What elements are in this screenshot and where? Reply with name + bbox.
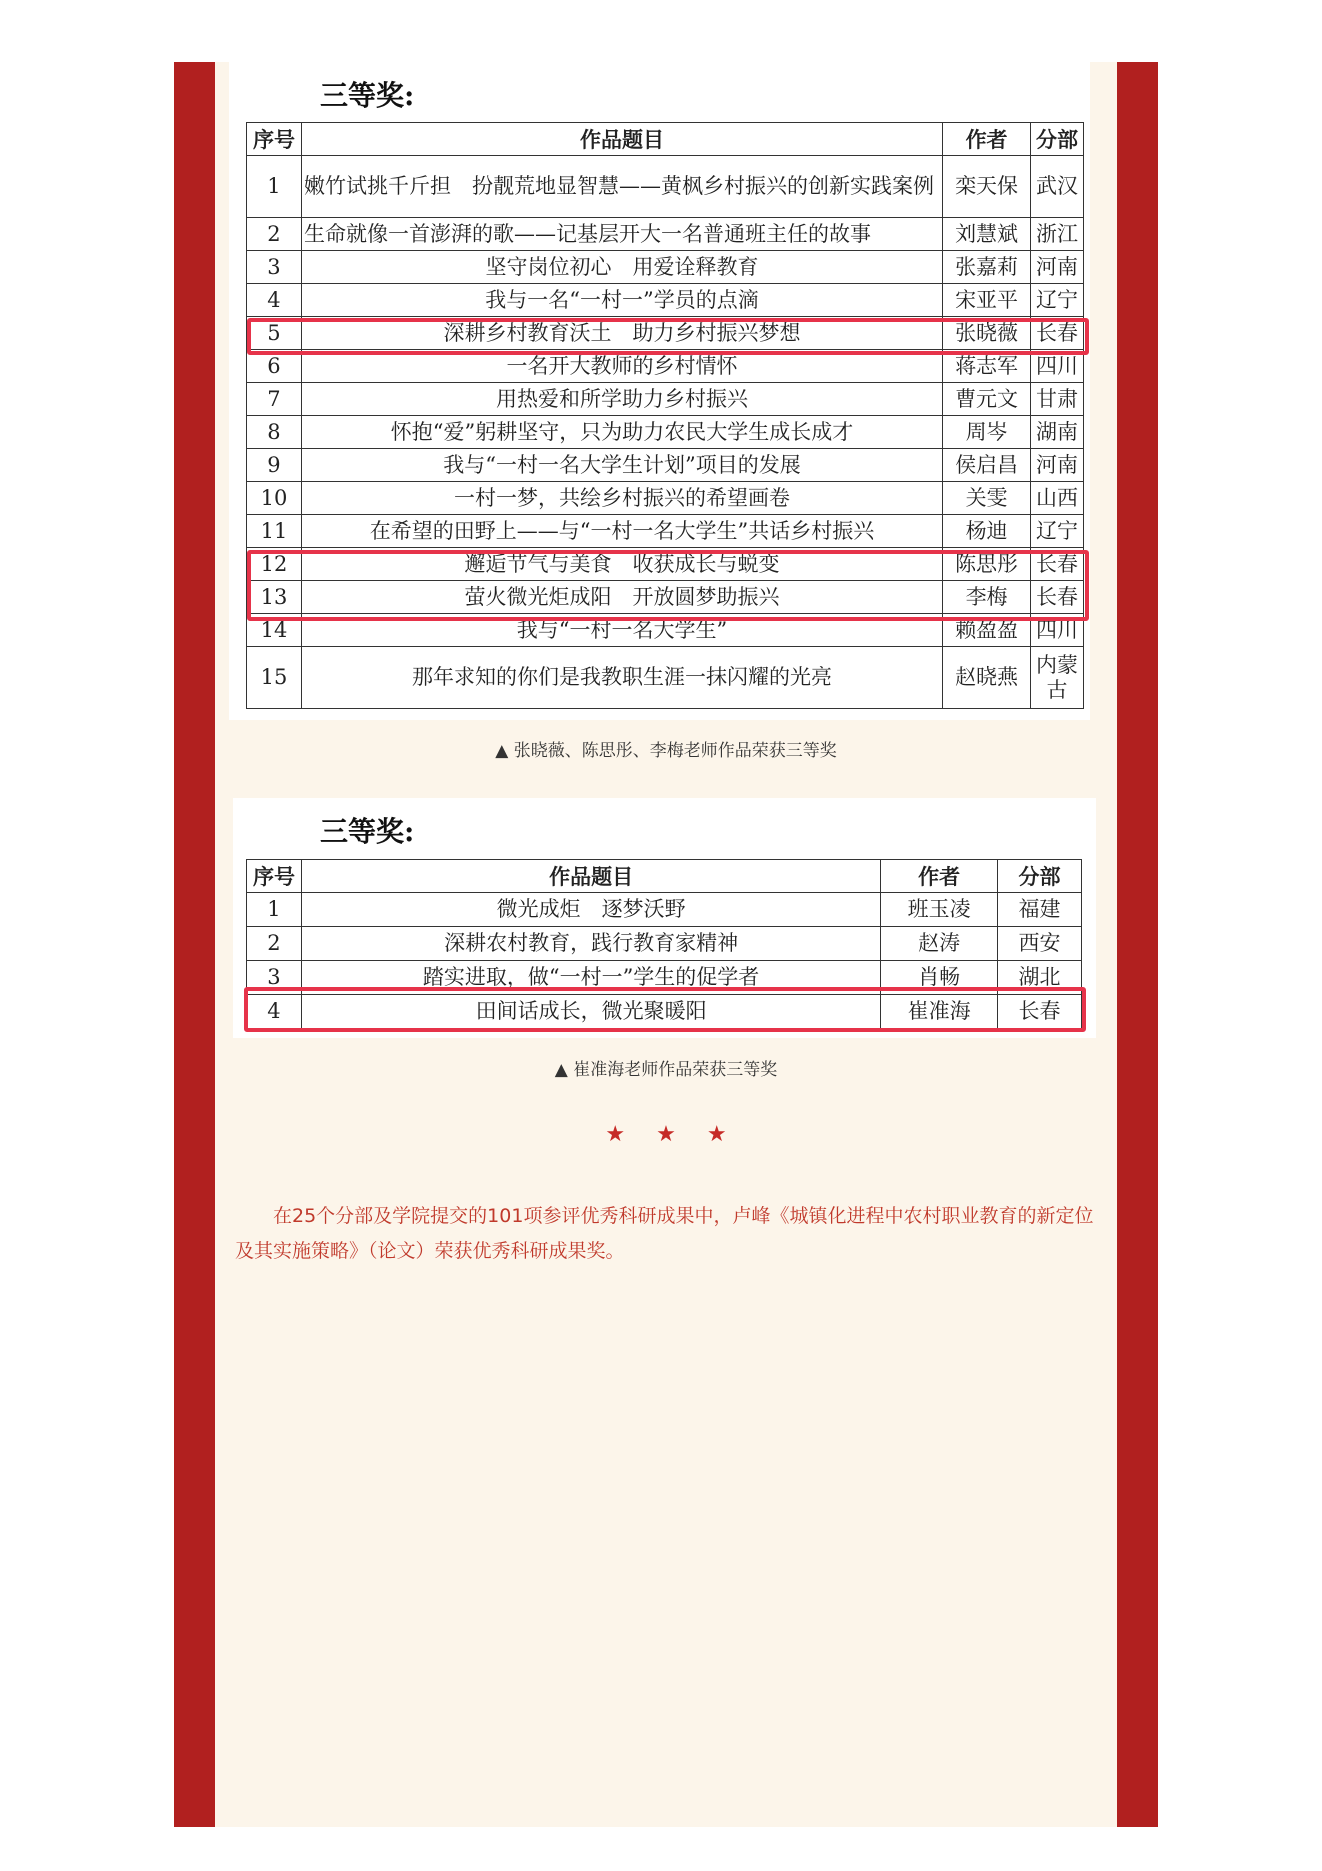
star-icon: ★	[605, 1122, 626, 1147]
cell-title: 那年求知的你们是我教职生涯一抹闪耀的光亮	[301, 647, 942, 709]
cell-branch: 浙江	[1031, 218, 1084, 251]
table-row	[247, 251, 1084, 284]
cell-branch: 西安	[998, 927, 1082, 961]
cell-branch: 长春	[1031, 317, 1084, 350]
cell-author: 李梅	[943, 581, 1031, 614]
left-red-border	[174, 62, 215, 1827]
cell-author: 肖畅	[881, 961, 998, 995]
cell-index: 10	[247, 482, 302, 515]
cell-index: 4	[247, 995, 302, 1029]
header-title: 作品题目	[301, 123, 942, 156]
right-red-border	[1117, 62, 1158, 1827]
table-row	[247, 449, 1084, 482]
cell-author: 蒋志军	[943, 350, 1031, 383]
cell-title: 一名开大教师的乡村情怀	[301, 350, 942, 383]
star-icon: ★	[656, 1122, 676, 1147]
cell-title: 我与一名“一村一”学员的点滴	[301, 284, 942, 317]
cell-index: 1	[247, 156, 302, 218]
cell-author: 侯启昌	[943, 449, 1031, 482]
cell-author: 关雯	[943, 482, 1031, 515]
cell-author: 周岑	[943, 416, 1031, 449]
header-branch: 分部	[1031, 123, 1084, 156]
cell-author: 班玉凌	[881, 893, 998, 927]
caption-table-1: ▲ 张晓薇、陈思彤、李梅老师作品荣获三等奖	[495, 741, 837, 761]
cell-index: 14	[247, 614, 302, 647]
cell-branch: 四川	[1031, 350, 1084, 383]
cell-index: 2	[247, 218, 302, 251]
table-row	[247, 927, 1082, 961]
cell-title: 深耕农村教育，践行教育家精神	[301, 927, 880, 961]
table-row	[247, 156, 1084, 218]
cell-title: 微光成炬 逐梦沃野	[301, 893, 880, 927]
cell-author: 张嘉莉	[943, 251, 1031, 284]
cell-index: 5	[247, 317, 302, 350]
cell-branch: 河南	[1031, 449, 1084, 482]
cell-index: 6	[247, 350, 302, 383]
cell-index: 15	[247, 647, 302, 709]
highlight-box-rows-12-13	[247, 550, 1089, 621]
table-row	[247, 893, 1082, 927]
cell-title: 萤火微光炬成阳 开放圆梦助振兴	[301, 581, 942, 614]
header-author: 作者	[881, 860, 998, 893]
cell-title: 生命就像一首澎湃的歌——记基层开大一名普通班主任的故事	[301, 218, 942, 251]
table-row	[247, 647, 1084, 709]
table-header-row	[247, 123, 1084, 156]
highlight-box-row-5	[247, 318, 1089, 355]
cell-branch: 湖北	[998, 961, 1082, 995]
cell-branch: 内蒙古	[1031, 647, 1084, 709]
star-divider	[174, 1122, 1158, 1147]
cell-branch: 山西	[1031, 482, 1084, 515]
cell-title: 在希望的田野上——与“一村一名大学生”共话乡村振兴	[301, 515, 942, 548]
cell-title: 坚守岗位初心 用爱诠释教育	[301, 251, 942, 284]
cell-title: 深耕乡村教育沃土 助力乡村振兴梦想	[301, 317, 942, 350]
cell-author: 赖盈盈	[943, 614, 1031, 647]
cell-index: 12	[247, 548, 302, 581]
cell-title: 我与“一村一名大学生”	[301, 614, 942, 647]
header-branch: 分部	[998, 860, 1082, 893]
cell-index: 11	[247, 515, 302, 548]
cell-title: 嫩竹试挑千斤担 扮靓荒地显智慧——黄枫乡村振兴的创新实践案例	[301, 156, 942, 218]
cell-branch: 辽宁	[1031, 284, 1084, 317]
cell-title: 用热爱和所学助力乡村振兴	[301, 383, 942, 416]
section-heading-1: 三等奖:	[320, 79, 415, 112]
caption-table-2: ▲ 崔准海老师作品荣获三等奖	[554, 1060, 778, 1080]
table-header-row	[247, 860, 1082, 893]
cell-author: 杨迪	[943, 515, 1031, 548]
highlight-box-row-4	[244, 987, 1086, 1032]
cell-author: 刘慧斌	[943, 218, 1031, 251]
cell-branch: 辽宁	[1031, 515, 1084, 548]
cell-index: 3	[247, 961, 302, 995]
cell-branch: 河南	[1031, 251, 1084, 284]
cell-author: 赵涛	[881, 927, 998, 961]
table-row	[247, 218, 1084, 251]
cell-index: 4	[247, 284, 302, 317]
cell-author: 崔准海	[881, 995, 998, 1029]
cell-title: 邂逅节气与美食 收获成长与蜕变	[301, 548, 942, 581]
header-author: 作者	[943, 123, 1031, 156]
section-heading-2: 三等奖:	[320, 815, 415, 848]
cell-index: 2	[247, 927, 302, 961]
table-row	[247, 515, 1084, 548]
cell-branch: 武汉	[1031, 156, 1084, 218]
table-row	[247, 383, 1084, 416]
star-icon: ★	[706, 1122, 727, 1147]
cell-index: 1	[247, 893, 302, 927]
cell-branch: 甘肃	[1031, 383, 1084, 416]
cell-branch: 湖南	[1031, 416, 1084, 449]
header-title: 作品题目	[301, 860, 880, 893]
cell-branch: 福建	[998, 893, 1082, 927]
table-row	[247, 284, 1084, 317]
cell-author: 赵晓燕	[943, 647, 1031, 709]
cell-author: 宋亚平	[943, 284, 1031, 317]
cell-branch: 四川	[1031, 614, 1084, 647]
cell-index: 9	[247, 449, 302, 482]
cell-title: 怀抱“爱”躬耕坚守，只为助力农民大学生成长成才	[301, 416, 942, 449]
header-index: 序号	[247, 860, 302, 893]
cell-author: 陈思彤	[943, 548, 1031, 581]
cell-author: 栾天保	[943, 156, 1031, 218]
cell-branch: 长春	[998, 995, 1082, 1029]
cell-author: 曹元文	[943, 383, 1031, 416]
cell-index: 8	[247, 416, 302, 449]
cell-title: 田间话成长，微光聚暖阳	[301, 995, 880, 1029]
cell-branch: 长春	[1031, 581, 1084, 614]
cell-index: 13	[247, 581, 302, 614]
cell-branch: 长春	[1031, 548, 1084, 581]
cell-index: 3	[247, 251, 302, 284]
cell-index: 7	[247, 383, 302, 416]
cell-title: 踏实进取，做“一村一”学生的促学者	[301, 961, 880, 995]
header-index: 序号	[247, 123, 302, 156]
award-paragraph: 在25个分部及学院提交的101项参评优秀科研成果中，卢峰《城镇化进程中农村职业教育的新定位及其实施策略》（论文）荣获优秀科研成果奖。	[235, 1205, 1094, 1262]
cell-title: 我与“一村一名大学生计划”项目的发展	[301, 449, 942, 482]
cell-author: 张晓薇	[943, 317, 1031, 350]
table-row	[247, 482, 1084, 515]
table-row	[247, 416, 1084, 449]
cell-title: 一村一梦，共绘乡村振兴的希望画卷	[301, 482, 942, 515]
